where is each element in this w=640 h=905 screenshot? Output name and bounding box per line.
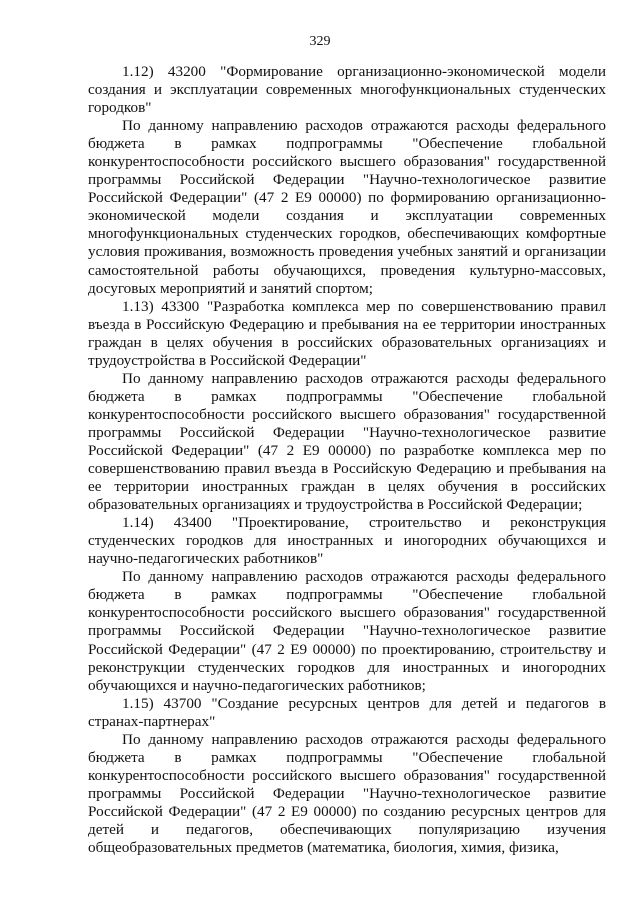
document-body	[88, 63, 606, 857]
section-body-1-12: По данному направлению расходов отражаются расходы федерального бюджета в рамках подпрограммы "Обеспечение глобальной конкурентоспособности российского высшего образования" государственной программы Российской Федерации "Научно-технологическое развитие Российской Федерации" (47 2 Е9 00000) по формированию организационно-экономической модели создания и эксплуатации современных многофункциональных студенческих городков, обеспечивающих комфортные условия проживания, возможность проведения учебных занятий и организации самостоятельной работы обучающихся, проведения культурно-массовых, досуговых мероприятий и занятий спортом;	[88, 117, 606, 297]
page-number: 329	[309, 34, 331, 49]
section-body-1-13: По данному направлению расходов отражаются расходы федерального бюджета в рамках подпрограммы "Обеспечение глобальной конкурентоспособности российского высшего образования" государственной программы Российской Федерации "Научно-технологическое развитие Российской Федерации" (47 2 Е9 00000) по разработке комплекса мер по совершенствованию правил въезда в Российскую Федерацию и пребывания на ее территории иностранных граждан в целях обучения в российских образовательных организациях и трудоустройства в Российской Федерации;	[88, 369, 606, 514]
section-body-1-15: По данному направлению расходов отражаются расходы федерального бюджета в рамках подпрограммы "Обеспечение глобальной конкурентоспособности российского высшего образования" государственной программы Российской Федерации "Научно-технологическое развитие Российской Федерации" (47 2 Е9 00000) по созданию ресурсных центров для детей и педагогов, обеспечивающих популяризацию изучения общеобразовательных предметов (математика, биология, химия, физика,	[88, 730, 606, 857]
section-heading-1-15: 1.15) 43700 "Создание ресурсных центров для детей и педагогов в странах-партнерах"	[88, 694, 606, 730]
section-heading-1-12: 1.12) 43200 "Формирование организационно-экономической модели создания и эксплуатации современных многофункциональных студенческих городков"	[88, 63, 606, 117]
section-heading-1-13: 1.13) 43300 "Разработка комплекса мер по совершенствованию правил въезда в Российскую Федерацию и пребывания на ее территории иностранных граждан в целях обучения в российских образовательных организациях и трудоустройства в Российской Федерации"	[88, 297, 606, 369]
section-body-1-14: По данному направлению расходов отражаются расходы федерального бюджета в рамках подпрограммы "Обеспечение глобальной конкурентоспособности российского высшего образования" государственной программы Российской Федерации "Научно-технологическое развитие Российской Федерации" (47 2 Е9 00000) по проектированию, строительству и реконструкции студенческих городков для иностранных и иногородних обучающихся и научно-педагогических работников;	[88, 568, 606, 694]
section-heading-1-14: 1.14) 43400 "Проектирование, строительство и реконструкция студенческих городков для иностранных и иногородних обучающихся и научно-педагогических работников"	[88, 514, 606, 568]
